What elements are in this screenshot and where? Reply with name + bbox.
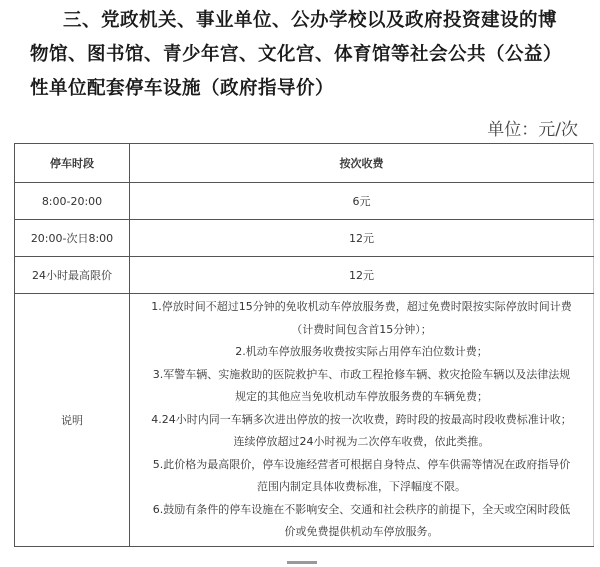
note-line: 范围内制定具体收费标准，下浮幅度不限。 <box>257 480 466 493</box>
unit-label: 单位：元/次 <box>487 120 578 140</box>
note-line: 3.军警车辆、实施救助的医院救护车、市政工程抢修车辆、救灾抢险车辆以及法律法规 <box>152 367 571 381</box>
heading-line-1: 三、党政机关、事业单位、公办学校以及政府投资建设的博 <box>63 10 558 31</box>
fee-cell: 12元 <box>130 257 594 294</box>
header-period: 停车时段 <box>15 144 130 183</box>
fee-cell: 6元 <box>130 183 594 220</box>
notes-row <box>15 294 594 547</box>
note-line: 4.24小时内同一车辆多次进出停放的按一次收费，跨时段的按最高时段收费标准计收； <box>151 412 572 426</box>
note-line: 价或免费提供机动车停放服务。 <box>284 525 439 538</box>
note-line: 规定的其他应当免收机动车停放服务费的车辆免费； <box>235 390 488 403</box>
table-row <box>15 183 594 220</box>
table-row <box>15 257 594 294</box>
period-cell: 8:00-20:00 <box>15 183 130 220</box>
notes-cell <box>130 294 594 547</box>
note-line: 6.鼓励有条件的停车设施在不影响安全、交通和社会秩序的前提下，全天或空闲时段低 <box>152 502 571 516</box>
notes-label: 说明 <box>15 294 130 547</box>
note-line: 5.此价格为最高限价，停车设施经营者可根据自身特点、停车供需等情况在政府指导价 <box>152 457 571 471</box>
page-scroll-marker <box>287 561 317 564</box>
heading-line-3: 性单位配套停车设施（政府指导价） <box>30 78 335 99</box>
period-cell: 24小时最高限价 <box>15 257 130 294</box>
table-header-row <box>15 144 594 183</box>
fee-table <box>14 143 594 547</box>
section-heading <box>30 4 590 106</box>
heading-line-2: 物馆、图书馆、青少年宫、文化宫、体育馆等社会公共（公益） <box>30 44 563 65</box>
note-line: 1.停放时间不超过15分钟的免收机动车停放服务费，超过免费时限按实际停放时间计费 <box>151 300 572 313</box>
period-cell: 20:00-次日8:00 <box>15 220 130 257</box>
header-fee: 按次收费 <box>130 144 594 183</box>
note-line: 2.机动车停放服务收费按实际占用停车泊位数计费； <box>235 345 488 358</box>
fee-cell: 12元 <box>130 220 594 257</box>
note-line: （计费时间包含首15分钟）； <box>291 322 432 336</box>
note-line: 连续停放超过24小时视为二次停车收费，依此类推。 <box>233 435 490 448</box>
table-row <box>15 220 594 257</box>
